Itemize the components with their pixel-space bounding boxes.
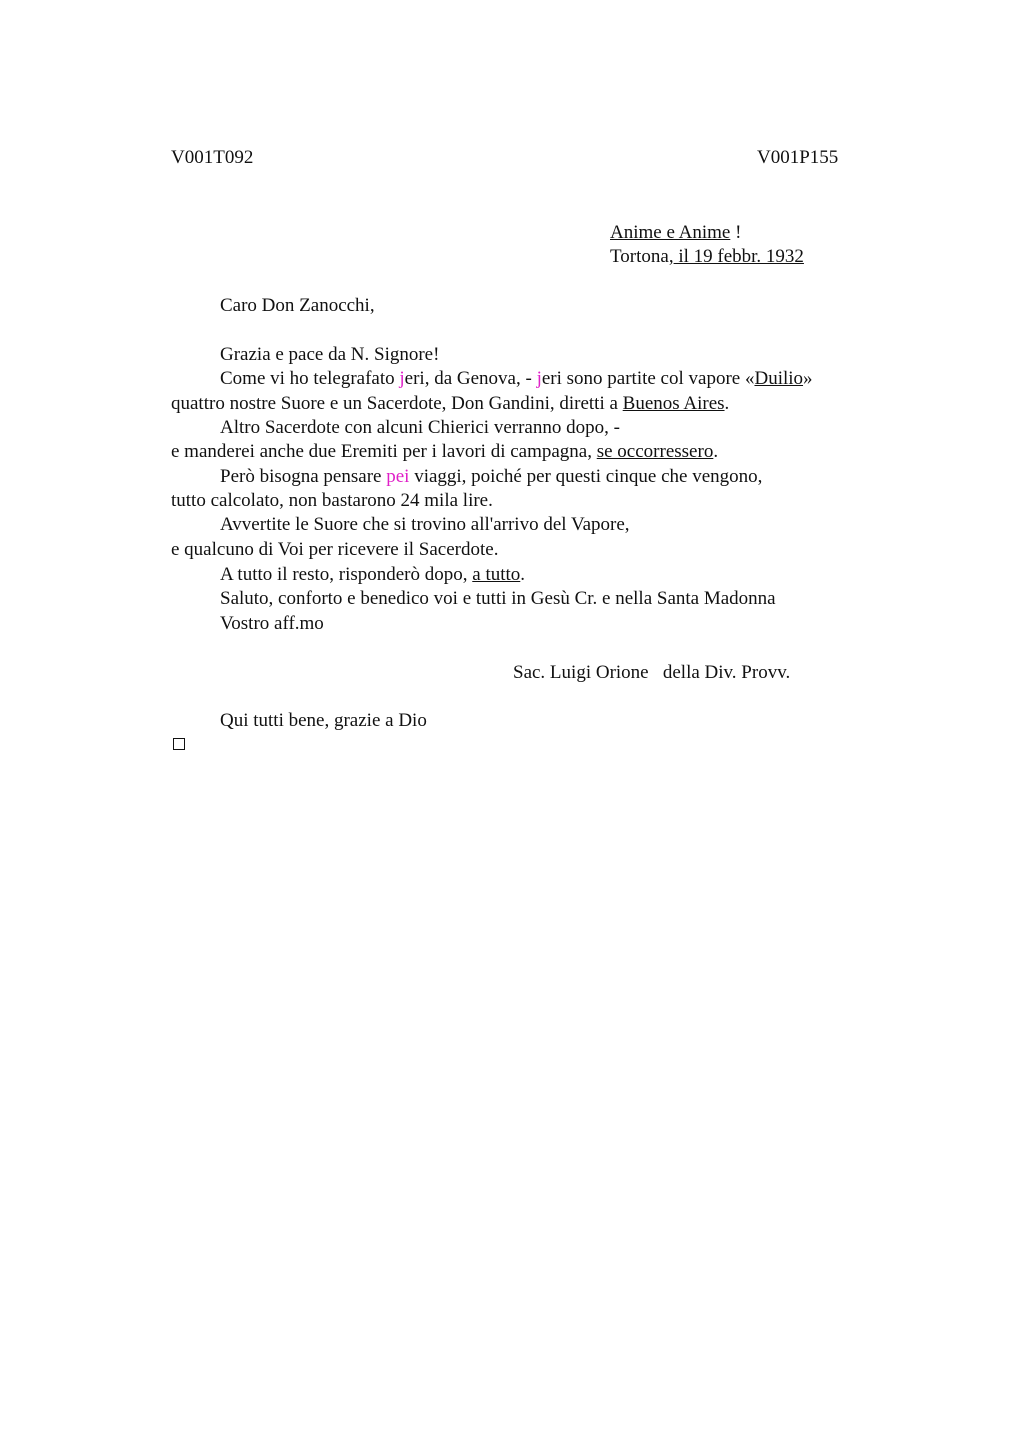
- motto-suffix: !: [730, 222, 742, 243]
- paragraph-1-line-2: [171, 392, 729, 416]
- text-span: .: [713, 441, 719, 462]
- paragraph-2-line-2: [171, 440, 718, 464]
- paragraph-4-line-2: e qualcuno di Voi per ricevere il Sacerdote.: [171, 539, 499, 560]
- date-text: il 19 febbr. 1932: [673, 246, 804, 267]
- paragraph-6: Saluto, conforto e benedico voi e tutti in Gesù Cr. e nella Santa Madonna: [220, 588, 776, 609]
- paragraph-2-line-1: Altro Sacerdote con alcuni Chierici verranno dopo, -: [220, 417, 620, 438]
- document-code-left: V001T092: [171, 147, 254, 168]
- text-span: .: [520, 564, 526, 585]
- ship-name: Duilio: [754, 368, 804, 389]
- city-name: Buenos Aires: [622, 393, 725, 414]
- place-text: Tortona,: [610, 246, 674, 267]
- motto-text: Anime e Anime: [610, 222, 731, 243]
- text-span: Come vi ho telegrafato: [220, 368, 400, 389]
- checkbox-square-icon: [173, 738, 185, 750]
- text-span: e manderei anche due Eremiti per i lavori di campagna,: [171, 441, 597, 462]
- highlighted-letter: j: [536, 368, 542, 389]
- motto-line: [610, 221, 741, 245]
- place-date-line: [610, 245, 804, 269]
- highlighted-letter: j: [399, 368, 405, 389]
- paragraph-5: [220, 563, 525, 587]
- paragraph-4-line-1: Avvertite le Suore che si trovino all'arrivo del Vapore,: [220, 514, 630, 535]
- highlighted-word: pei: [386, 466, 410, 487]
- signature: Sac. Luigi Orione della Div. Provv.: [513, 662, 791, 683]
- salutation: Caro Don Zanocchi,: [220, 295, 375, 316]
- text-span: .: [724, 393, 730, 414]
- underlined-phrase: a tutto: [472, 564, 521, 585]
- greeting: Grazia e pace da N. Signore!: [220, 344, 440, 365]
- text-span: quattro nostre Suore e un Sacerdote, Don Gandini, diretti a: [171, 393, 623, 414]
- text-span: Però bisogna pensare: [220, 466, 387, 487]
- underlined-phrase: se occorressero: [596, 441, 714, 462]
- text-span: eri, da Genova, -: [404, 368, 537, 389]
- paragraph-3-line-1: [220, 465, 762, 489]
- text-span: A tutto il resto, risponderò dopo,: [220, 564, 473, 585]
- postscript: Qui tutti bene, grazie a Dio: [220, 710, 427, 731]
- paragraph-1-line-1: [220, 367, 813, 391]
- closing: Vostro aff.mo: [220, 613, 324, 634]
- text-span: »: [803, 368, 813, 389]
- document-code-right: V001P155: [757, 147, 839, 168]
- text-span: viaggi, poiché per questi cinque che vengono,: [409, 466, 763, 487]
- paragraph-3-line-2: tutto calcolato, non bastarono 24 mila lire.: [171, 490, 493, 511]
- text-span: eri sono partite col vapore «: [541, 368, 755, 389]
